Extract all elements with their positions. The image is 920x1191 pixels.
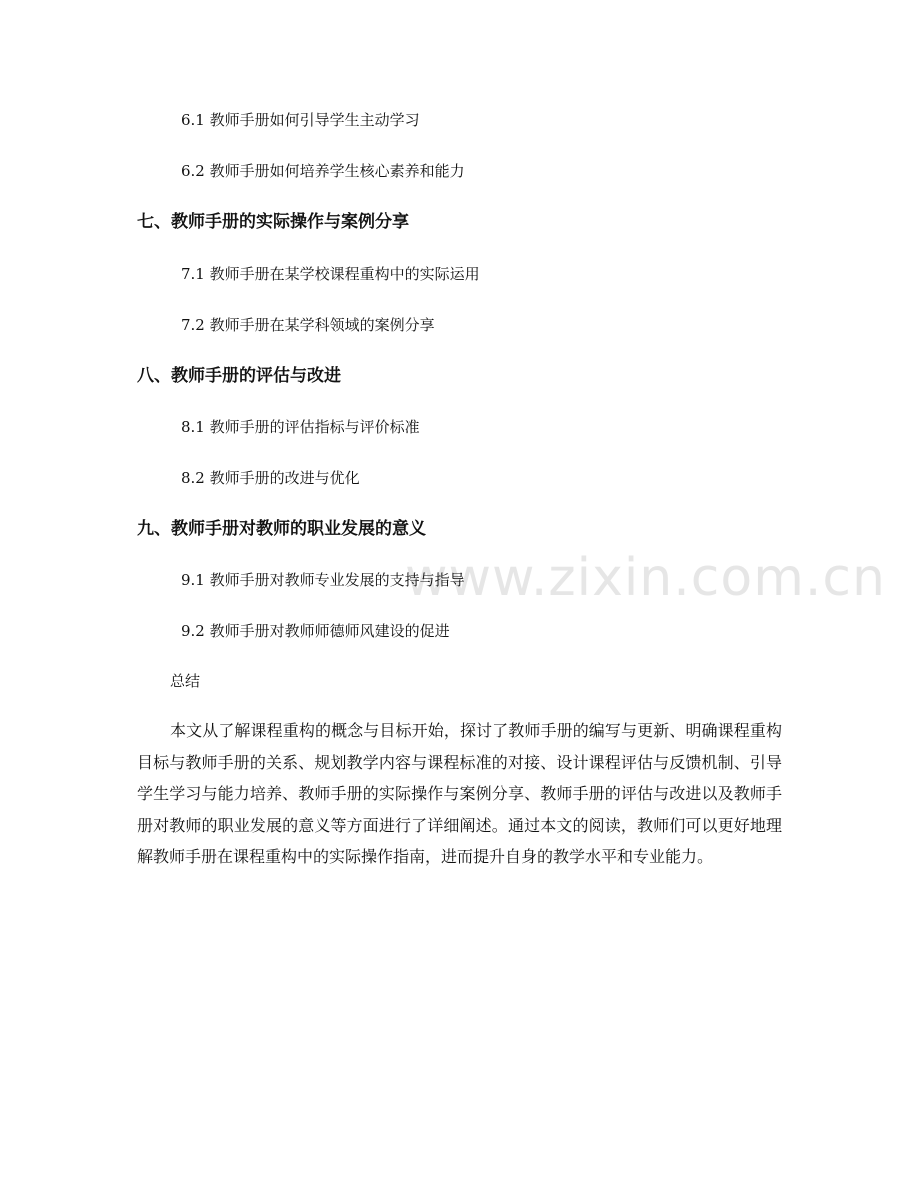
section-heading-9: 九、教师手册对教师的职业发展的意义 (137, 519, 426, 539)
section-heading-7: 七、教师手册的实际操作与案例分享 (137, 212, 409, 232)
summary-paragraph: 本文从了解课程重构的概念与目标开始，探讨了教师手册的编写与更新、明确课程重构目标与教师手册的关系、规划教学内容与课程标准的对接、设计课程评估与反馈机制、引导学生学习与能力培养、教师手册的实际操作与案例分享、教师手册的评估与改进以及教师手册对教师的职业发展的意义等方面进行了详细阐述。通过本文的阅读，教师们可以更好地理解教师手册在课程重构中的实际操作指南，进而提升自身的教学水平和专业能力。 (137, 721, 782, 867)
section-heading-8: 八、教师手册的评估与改进 (137, 366, 341, 386)
subsection-6-1: 6.1 教师手册如何引导学生主动学习 (181, 111, 420, 129)
subsection-7-1: 7.1 教师手册在某学校课程重构中的实际运用 (181, 265, 480, 283)
subsection-7-2: 7.2 教师手册在某学科领域的案例分享 (181, 316, 435, 334)
subsection-9-1: 9.1 教师手册对教师专业发展的支持与指导 (181, 571, 465, 589)
summary-title: 总结 (170, 672, 201, 690)
subsection-6-2: 6.2 教师手册如何培养学生核心素养和能力 (181, 162, 465, 180)
subsection-8-2: 8.2 教师手册的改进与优化 (181, 469, 360, 487)
subsection-8-1: 8.1 教师手册的评估指标与评价标准 (181, 418, 420, 436)
watermark: www.zixin.com.cn (405, 548, 886, 608)
subsection-9-2: 9.2 教师手册对教师师德师风建设的促进 (181, 622, 450, 640)
